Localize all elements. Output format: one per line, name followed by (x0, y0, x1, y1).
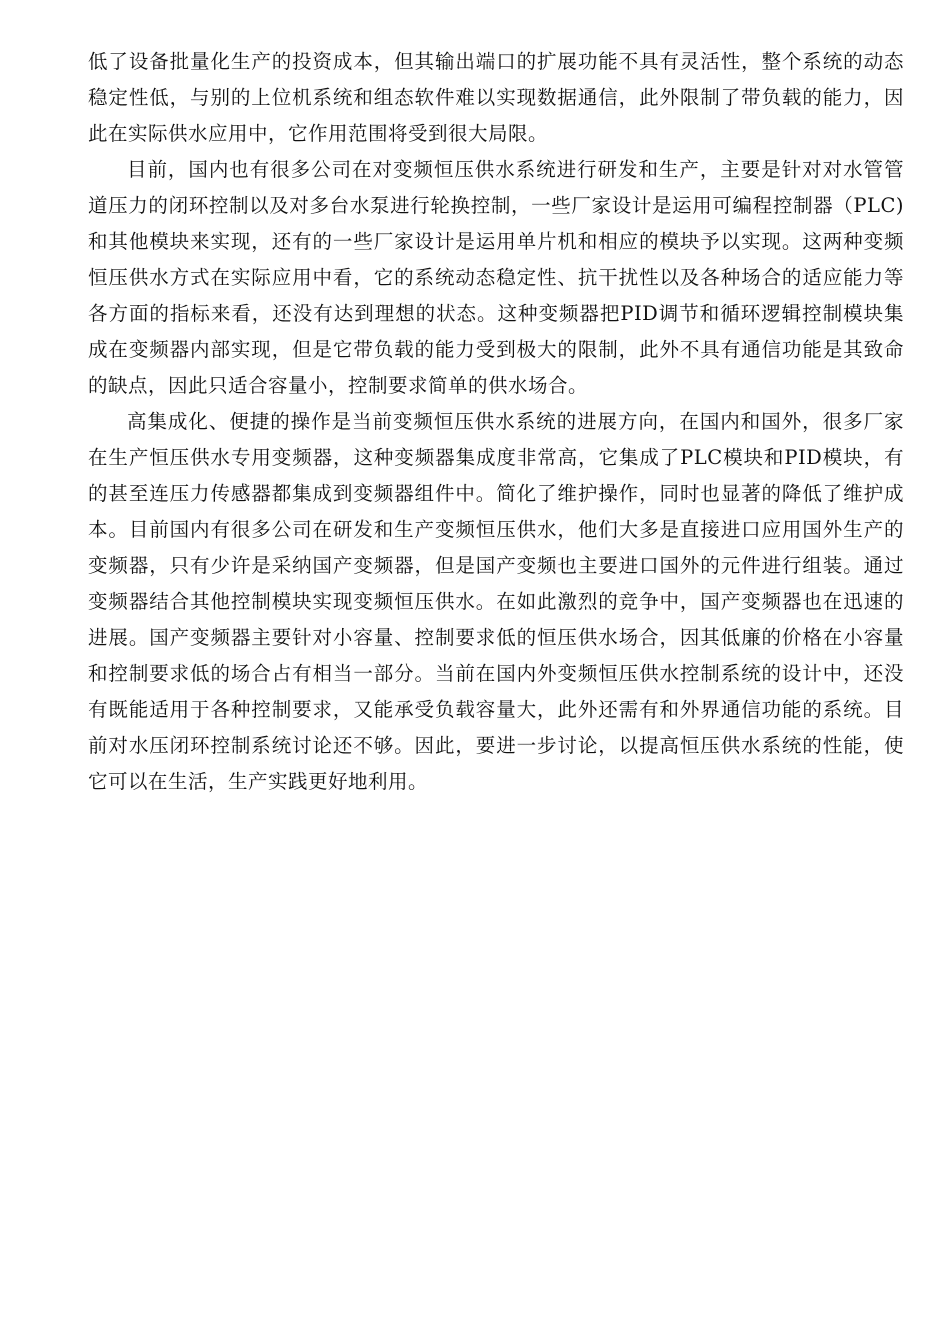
paragraph-continuation: 低了设备批量化生产的投资成本，但其输出端口的扩展功能不具有灵活性，整个系统的动态稳定性低，与别的上位机系统和组态软件难以实现数据通信，此外限制了带负载的能力，因此在实际供水应用中，它作用范围将受到很大局限。 (88, 50, 904, 145)
paragraph-development-trend: 高集成化、便捷的操作是当前变频恒压供水系统的进展方向，在国内和国外，很多厂家在生产恒压供水专用变频器，这种变频器集成度非常高，它集成了PLC模块和PID模块，有的甚至连压力传感器都集成到变频器组件中。简化了维护操作，同时也显著的降低了维护成本。目前国内有很多公司在研发和生产变频恒压供水，他们大多是直接进口应用国外生产的变频器，只有少许是采纳国产变频器，但是国产变频也主要进口国外的元件进行组装。通过变频器结合其他控制模块实现变频恒压供水。在如此激烈的竞争中，国产变频器也在迅速的进展。国产变频器主要针对小容量、控制要求低的恒压供水场合，因其低廉的价格在小容量和控制要求低的场合占有相当一部分。当前在国内外变频恒压供水控制系统的设计中，还没有既能适用于各种控制要求，又能承受负载容量大，此外还需有和外界通信功能的系统。目前对水压闭环控制系统讨论还不够。因此，要进一步讨论，以提高恒压供水系统的性能，使它可以在生活，生产实践更好地利用。 (88, 410, 904, 793)
body-text (88, 44, 904, 800)
paragraph-domestic-status: 目前，国内也有很多公司在对变频恒压供水系统进行研发和生产，主要是针对对水管管道压力的闭环控制以及对多台水泵进行轮换控制，一些厂家设计是运用可编程控制器（PLC)和其他模块来实现，还有的一些厂家设计是运用单片机和相应的模块予以实现。这两种变频恒压供水方式在实际应用中看，它的系统动态稳定性、抗干扰性以及各种场合的适应能力等各方面的指标来看，还没有达到理想的状态。这种变频器把PID调节和循环逻辑控制模块集成在变频器内部实现，但是它带负载的能力受到极大的限制，此外不具有通信功能是其致命的缺点，因此只适合容量小，控制要求简单的供水场合。 (88, 158, 904, 397)
